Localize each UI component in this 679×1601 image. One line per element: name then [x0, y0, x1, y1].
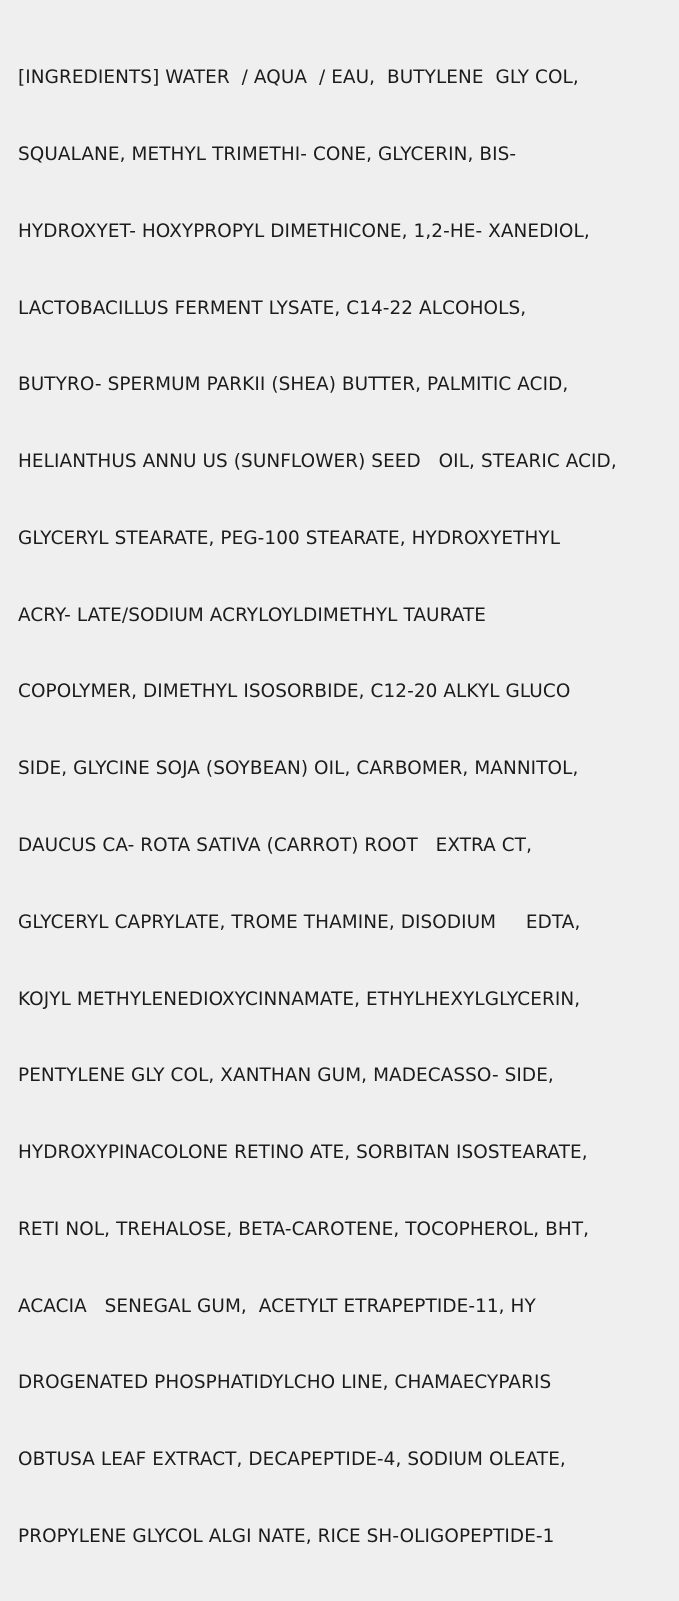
ingredients-line: COPOLYMER, DIMETHYL ISOSORBIDE, C12-20 ALKYL GLUCO — [18, 681, 571, 703]
ingredients-line: PROPYLENE GLYCOL ALGI NATE, RICE SH-OLIGOPEPTIDE-1 — [18, 1526, 555, 1548]
ingredients-line: PENTYLENE GLY COL, XANTHAN GUM, MADECASSO- SIDE, — [18, 1065, 554, 1087]
ingredients-line: OBTUSA LEAF EXTRACT, DECAPEPTIDE-4, SODIUM OLEATE, — [18, 1449, 566, 1471]
ingredients-line: [INGREDIENTS] WATER / AQUA / EAU, BUTYLENE GLY COL, — [18, 67, 579, 89]
ingredients-line: ACRY- LATE/SODIUM ACRYLOYLDIMETHYL TAURATE — [18, 604, 487, 626]
ingredients-line: HYDROXYPINACOLONE RETINO ATE, SORBITAN ISOSTEARATE, — [18, 1142, 588, 1164]
ingredients-line: DROGENATED PHOSPHATIDYLCHO LINE, CHAMAECYPARIS — [18, 1372, 552, 1394]
ingredients-line: RETI NOL, TREHALOSE, BETA-CAROTENE, TOCOPHEROL, BHT, — [18, 1218, 590, 1240]
ingredients-line: SIDE, GLYCINE SOJA (SOYBEAN) OIL, CARBOMER, MANNITOL, — [18, 758, 579, 780]
ingredients-line: SQUALANE, METHYL TRIMETHI- CONE, GLYCERIN, BIS- — [18, 143, 517, 165]
ingredients-line: GLYCERYL STEARATE, PEG-100 STEARATE, HYDROXYETHYL — [18, 527, 561, 549]
ingredients-line: KOJYL METHYLENEDIOXYCINNAMATE, ETHYLHEXYLGLYCERIN, — [18, 988, 581, 1010]
ingredients-line: GLYCERYL CAPRYLATE, TROME THAMINE, DISODIUM EDTA, — [18, 911, 581, 933]
ingredients-line: HYDROXYET- HOXYPROPYL DIMETHICONE, 1,2-HE- XANEDIOL, — [18, 220, 590, 242]
ingredients-text-block — [18, 14, 661, 1601]
ingredients-line: LACTOBACILLUS FERMENT LYSATE, C14-22 ALCOHOLS, — [18, 297, 527, 319]
ingredients-line: BUTYRO- SPERMUM PARKII (SHEA) BUTTER, PALMITIC ACID, — [18, 374, 569, 396]
ingredients-line: HELIANTHUS ANNU US (SUNFLOWER) SEED OIL, STEARIC ACID, — [18, 451, 617, 473]
ingredients-line: DAUCUS CA- ROTA SATIVA (CARROT) ROOT EXTRA CT, — [18, 835, 533, 856]
ingredients-line: ACACIA SENEGAL GUM, ACETYLT ETRAPEPTIDE-11, HY — [18, 1295, 536, 1317]
